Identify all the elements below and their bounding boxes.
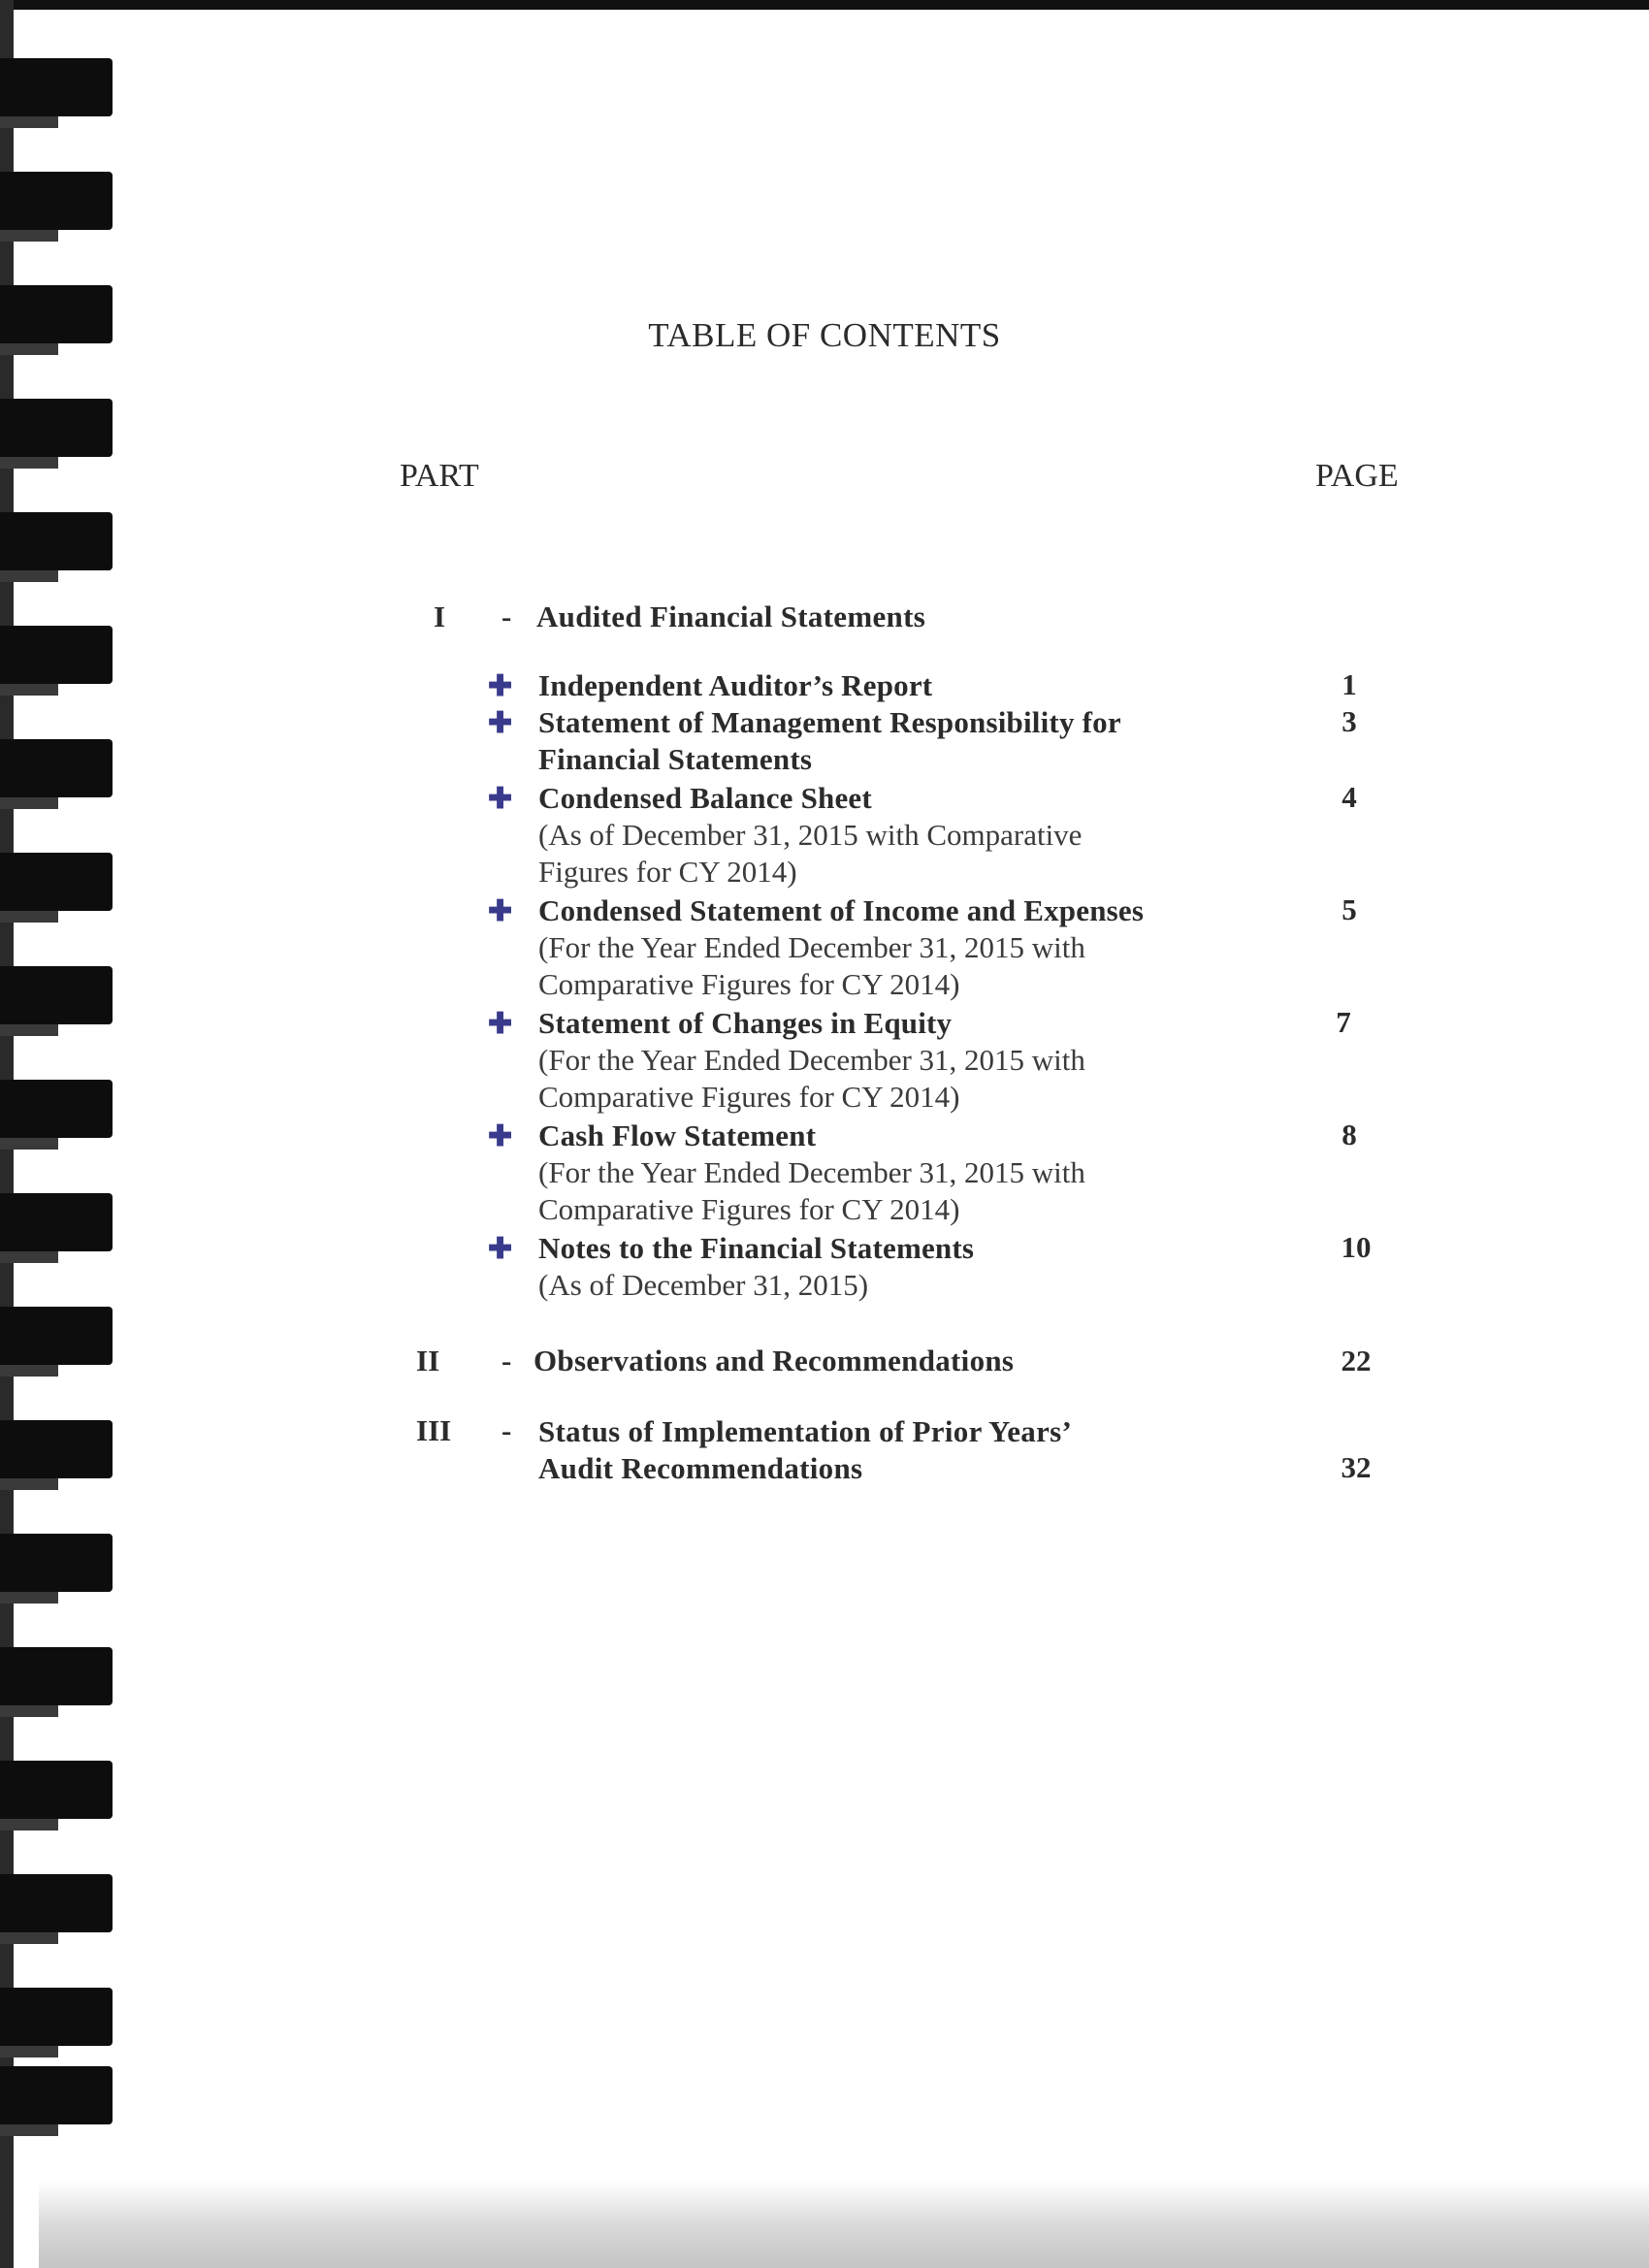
entry-title: Statement of Changes in Equity <box>538 1006 953 1040</box>
entry-subtitle: Figures for CY 2014) <box>538 855 797 889</box>
binding-ring <box>0 1647 113 1705</box>
binding-ring <box>0 172 113 230</box>
binding-ring <box>0 2066 113 2124</box>
plus-bullet-icon: ✚ <box>488 670 513 702</box>
entry-page-number: 3 <box>1342 704 1357 738</box>
entry-title-continued: Financial Statements <box>538 742 813 776</box>
scan-top-edge <box>0 0 1649 10</box>
toc-entry[interactable] <box>538 780 1082 891</box>
plus-bullet-icon: ✚ <box>488 895 513 927</box>
entry-title: Statement of Management Responsibility for <box>538 705 1121 739</box>
part-numeral: III <box>416 1413 452 1447</box>
part-page-number: 22 <box>1341 1344 1372 1377</box>
plus-bullet-icon: ✚ <box>488 1233 513 1265</box>
entry-title: Notes to the Financial Statements <box>538 1231 975 1265</box>
part-page-number: 32 <box>1341 1450 1372 1484</box>
plus-bullet-icon: ✚ <box>488 1008 513 1040</box>
entry-page-number: 5 <box>1342 892 1357 926</box>
part-title[interactable] <box>534 1344 1014 1378</box>
binding-ring <box>0 739 113 797</box>
part-title-text: Observations and Recommendations <box>534 1344 1015 1377</box>
part-title-continued: Audit Recommendations <box>538 1451 863 1485</box>
binding-ring <box>0 1420 113 1478</box>
entry-title: Condensed Statement of Income and Expenses <box>538 893 1145 927</box>
toc-entry[interactable] <box>538 704 1121 778</box>
plus-bullet-icon: ✚ <box>488 783 513 815</box>
entry-subtitle: Comparative Figures for CY 2014) <box>538 1080 960 1114</box>
part-dash: - <box>501 599 512 633</box>
part-dash: - <box>501 1344 512 1377</box>
part-numeral: I <box>434 599 446 633</box>
entry-subtitle: (For the Year Ended December 31, 2015 with <box>538 930 1085 964</box>
binding-ring <box>0 512 113 570</box>
part-numeral: II <box>416 1344 440 1377</box>
toc-entry[interactable] <box>538 1005 1085 1116</box>
entry-subtitle: (For the Year Ended December 31, 2015 with <box>538 1043 1085 1077</box>
page-title: TABLE OF CONTENTS <box>648 316 1001 354</box>
entry-subtitle: (As of December 31, 2015 with Comparative <box>538 818 1083 852</box>
entry-subtitle: (As of December 31, 2015) <box>538 1268 869 1302</box>
entry-subtitle: (For the Year Ended December 31, 2015 with <box>538 1155 1085 1189</box>
binding-ring <box>0 1307 113 1365</box>
toc-entry[interactable] <box>538 892 1144 1003</box>
part-dash: - <box>501 1413 512 1447</box>
binding-ring <box>0 1080 113 1138</box>
part-column-header: PART <box>400 458 479 494</box>
entry-page-number: 7 <box>1336 1005 1351 1039</box>
binding-ring <box>0 1988 113 2046</box>
entry-title: Condensed Balance Sheet <box>538 781 872 815</box>
toc-entry[interactable] <box>538 1230 974 1304</box>
entry-subtitle: Comparative Figures for CY 2014) <box>538 1192 960 1226</box>
binding-ring <box>0 399 113 457</box>
toc-entry[interactable] <box>538 1118 1085 1228</box>
binding-ring <box>0 58 113 116</box>
spiral-binding <box>0 58 116 2115</box>
entry-page-number: 10 <box>1341 1230 1372 1264</box>
binding-ring <box>0 1874 113 1932</box>
entry-page-number: 1 <box>1342 667 1357 701</box>
plus-bullet-icon: ✚ <box>488 707 513 739</box>
plus-bullet-icon: ✚ <box>488 1120 513 1152</box>
binding-ring <box>0 853 113 911</box>
part-title-text: Status of Implementation of Prior Years’ <box>538 1414 1073 1448</box>
entry-subtitle: Comparative Figures for CY 2014) <box>538 967 960 1001</box>
binding-ring <box>0 626 113 684</box>
entry-title: Cash Flow Statement <box>538 1118 817 1152</box>
entry-title: Independent Auditor’s Report <box>538 668 933 702</box>
page-column-header: PAGE <box>1315 458 1399 494</box>
entry-page-number: 4 <box>1342 780 1357 814</box>
binding-ring <box>0 1534 113 1592</box>
binding-ring <box>0 966 113 1024</box>
binding-ring <box>0 1761 113 1819</box>
binding-ring <box>0 1193 113 1251</box>
scan-bottom-shadow <box>39 2181 1649 2268</box>
toc-entry[interactable] <box>538 667 932 704</box>
entry-page-number: 8 <box>1342 1118 1357 1151</box>
part-title: Audited Financial Statements <box>536 599 926 633</box>
part-title[interactable] <box>538 1413 1072 1487</box>
